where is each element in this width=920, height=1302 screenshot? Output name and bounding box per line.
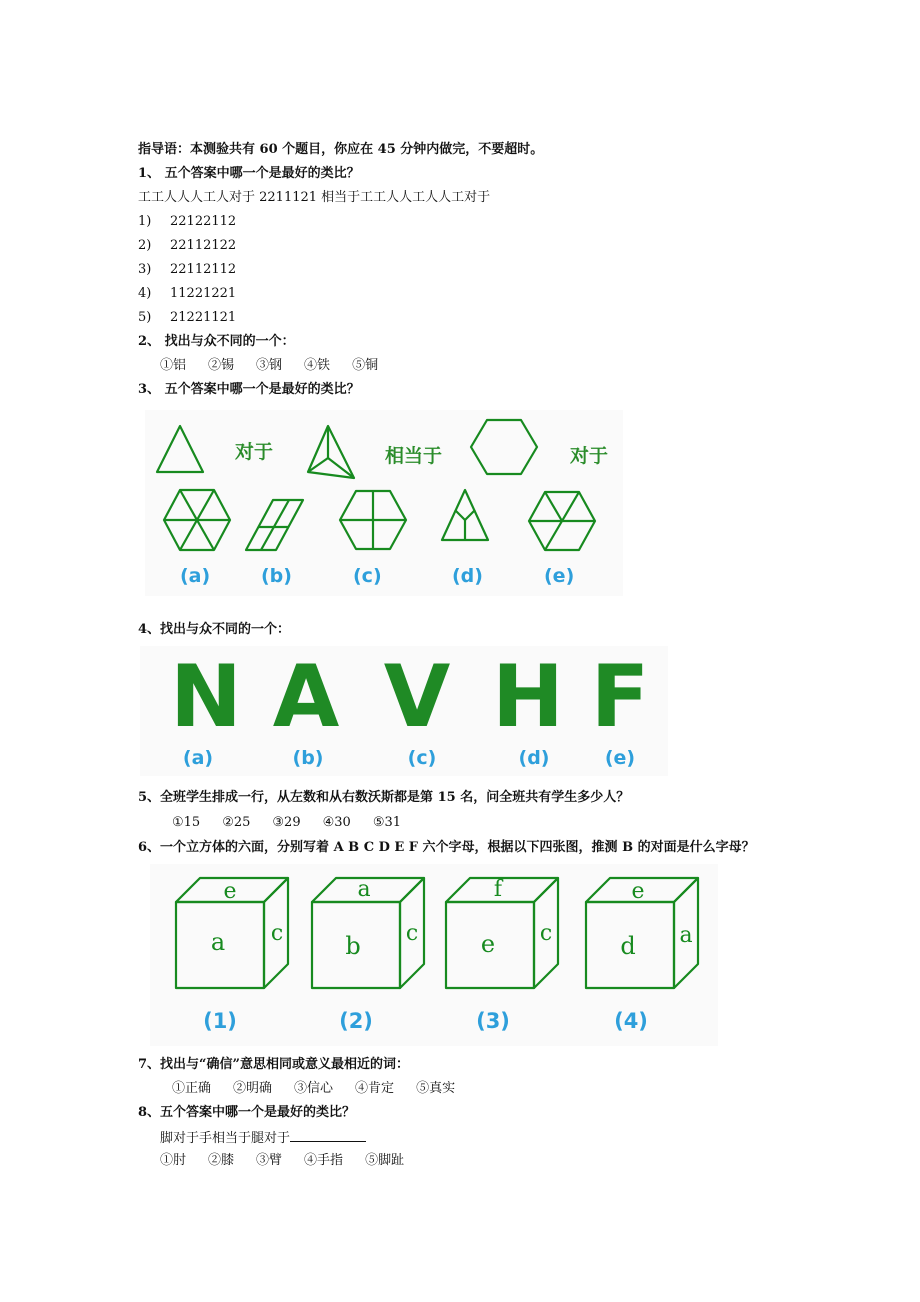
question-3-title: 3、 五个答案中哪一个是最好的类比？ — [138, 382, 360, 397]
choice[interactable]: ④铁 — [304, 358, 331, 373]
cube-face-front: a — [210, 928, 226, 956]
answer-blank[interactable] — [290, 1129, 366, 1142]
cube-4 — [586, 878, 698, 1033]
question-5-title: 5、全班学生排成一行，从左数和从右数沃斯都是第 15 名，问全班共有学生多少人？ — [138, 790, 630, 805]
choice[interactable]: ④30 — [322, 815, 351, 830]
letter-v: V — [383, 647, 451, 747]
question-5-choices — [172, 815, 423, 831]
cube-face-front: b — [345, 932, 361, 960]
option-label: (a) — [180, 565, 211, 587]
cube-face-top: f — [493, 877, 503, 902]
option-label: (b) — [292, 747, 324, 769]
option-label: (c) — [407, 747, 437, 769]
choice[interactable]: ①15 — [172, 815, 201, 830]
choice[interactable]: ①正确 — [172, 1081, 212, 1096]
cube-1 — [176, 878, 288, 1033]
question-1-option[interactable]: 3) 22112112 — [138, 262, 237, 277]
instructions: 指导语：本测验共有 60 个题目，你应在 45 分钟内做完，不要超时。 — [138, 142, 544, 157]
question-8-stem: 脚对于手相当于腿对于 — [160, 1129, 366, 1147]
choice[interactable]: ②锡 — [208, 358, 235, 373]
choice[interactable]: ③钢 — [256, 358, 283, 373]
cube-3 — [446, 877, 558, 1033]
option-label: (e) — [544, 565, 575, 587]
choice[interactable]: ④手指 — [304, 1153, 344, 1168]
hexagon-shape — [471, 420, 537, 474]
cube-face-side: a — [679, 923, 693, 948]
choice[interactable]: ②明确 — [233, 1081, 273, 1096]
choice[interactable]: ②膝 — [208, 1153, 235, 1168]
cube-label: (4) — [614, 1009, 648, 1033]
question-1-option[interactable]: 2) 22112122 — [138, 238, 237, 253]
cube-2 — [312, 877, 424, 1033]
question-1-option[interactable]: 5) 21221121 — [138, 310, 237, 325]
triangle-shape — [157, 426, 203, 472]
cube-face-side: c — [539, 921, 553, 946]
choice[interactable]: ③臂 — [256, 1153, 283, 1168]
choice[interactable]: ⑤铜 — [352, 358, 379, 373]
question-8-title: 8、五个答案中哪一个是最好的类比？ — [138, 1105, 356, 1120]
cube-label: (3) — [476, 1009, 510, 1033]
question-1-option[interactable]: 4) 11221221 — [138, 286, 237, 301]
option-label: (d) — [518, 747, 550, 769]
letter-a: A — [272, 647, 340, 747]
question-8-choices — [160, 1153, 426, 1169]
figure-word: 对于 — [570, 445, 609, 467]
option-d-triangle-y — [442, 490, 488, 540]
choice[interactable]: ④肯定 — [355, 1081, 395, 1096]
question-2-title: 2、 找出与众不同的一个： — [138, 334, 295, 349]
option-label: (c) — [353, 565, 382, 587]
choice[interactable]: ③29 — [272, 815, 301, 830]
option-label: (a) — [182, 747, 214, 769]
option-a-hexagon-six-triangles — [164, 490, 230, 550]
choice[interactable]: ⑤31 — [372, 815, 402, 830]
question-7-choices — [172, 1081, 477, 1097]
question-7-title: 7、找出与“确信”意思相同或意义最相近的词： — [138, 1057, 410, 1072]
option-c-hexagon-cross — [340, 491, 406, 549]
question-6-title: 6、一个立方体的六面，分别写着 A B C D E F 六个字母，根据以下四张图，推测 B 的对面是什么字母？ — [138, 840, 755, 855]
option-e-hexagon-rhombi — [529, 492, 595, 550]
cube-face-top: e — [223, 879, 237, 904]
question-4-figure — [140, 646, 668, 776]
choice[interactable]: ①铝 — [160, 358, 187, 373]
cube-face-top: a — [357, 877, 371, 902]
triangle-with-lines-shape — [308, 426, 354, 478]
question-3-figure — [145, 410, 623, 596]
cube-face-side: c — [270, 921, 284, 946]
choice[interactable]: ⑤脚趾 — [365, 1153, 405, 1168]
question-1-title: 1、 五个答案中哪一个是最好的类比？ — [138, 166, 360, 181]
cube-face-front: e — [480, 930, 496, 958]
question-6-figure — [150, 864, 718, 1046]
option-b-parallelogram — [246, 500, 303, 550]
cube-face-front: d — [620, 932, 636, 960]
option-label: (b) — [261, 565, 292, 587]
letter-h: H — [492, 647, 564, 747]
question-1-option[interactable]: 1) 22122112 — [138, 214, 237, 229]
letter-n: N — [170, 647, 242, 747]
figure-word: 相当于 — [385, 445, 443, 467]
cube-label: (1) — [203, 1009, 237, 1033]
question-1-stem: 工工人人人工人对于 2211121 相当于工工人人工人人工对于 — [138, 190, 491, 205]
cube-face-side: c — [405, 921, 419, 946]
option-label: (e) — [604, 747, 636, 769]
option-label: (d) — [452, 565, 483, 587]
question-4-title: 4、找出与众不同的一个： — [138, 622, 291, 637]
choice[interactable]: ⑤真实 — [416, 1081, 456, 1096]
figure-word: 对于 — [235, 441, 274, 463]
choice[interactable]: ①肘 — [160, 1153, 187, 1168]
letter-f: F — [590, 647, 650, 747]
question-2-choices — [160, 358, 400, 374]
choice[interactable]: ②25 — [222, 815, 251, 830]
cube-label: (2) — [339, 1009, 373, 1033]
choice[interactable]: ③信心 — [294, 1081, 334, 1096]
cube-face-top: e — [631, 879, 645, 904]
